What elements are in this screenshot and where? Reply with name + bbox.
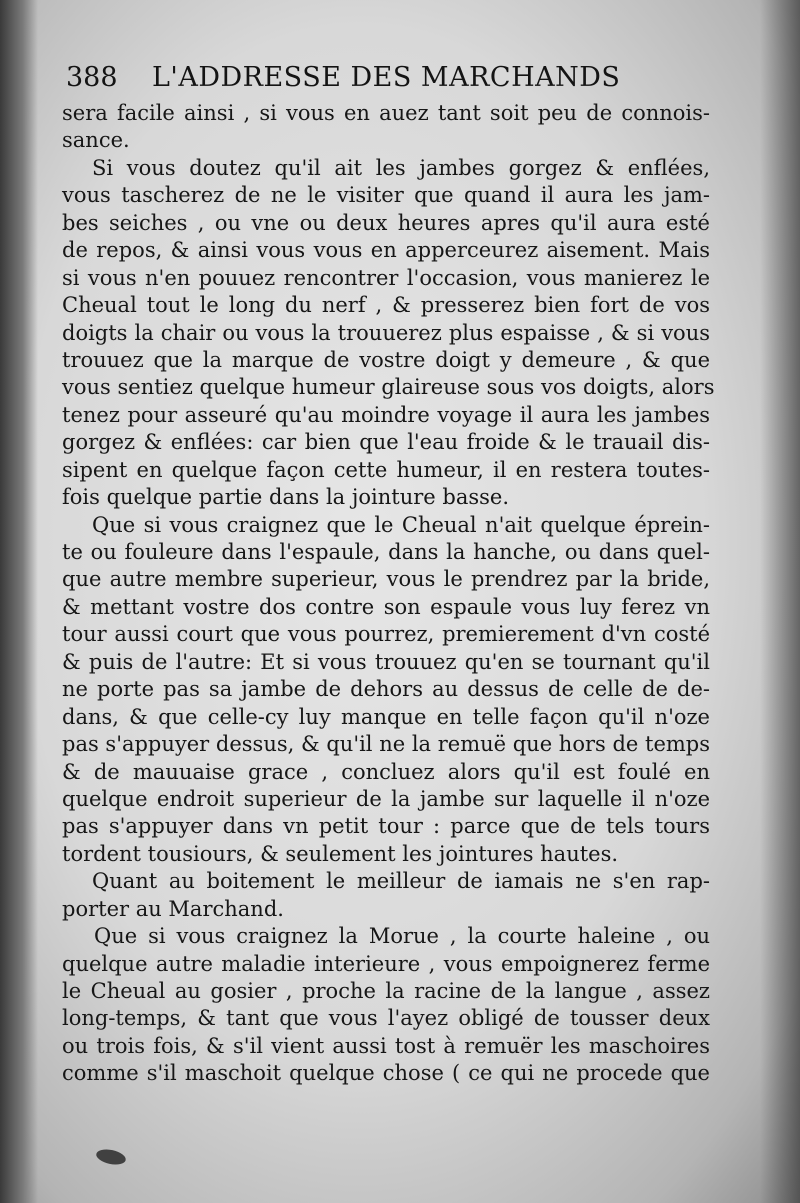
paragraph-first-line: Si vous doutez qu'il ait les jambes gorgez & enflées,	[92, 155, 710, 180]
page-number: 388	[66, 62, 118, 93]
text-line: tour aussi court que vous pourrez, premierement d'vn costé	[62, 622, 710, 647]
text-line: pas s'appuyer dans vn petit tour : parce que de tels tours	[62, 814, 710, 839]
text-line: comme s'il maschoit quelque chose ( ce qui ne procede que	[62, 1061, 710, 1086]
paragraph-first-line: Quant au boitement le meilleur de iamais ne s'en rap-	[92, 869, 710, 894]
text-line: & de mauuaise grace , concluez alors qu'il est foulé en	[62, 759, 710, 784]
text-line: doigts la chair ou vous la trouuerez plus espaisse , & si vous	[62, 320, 710, 345]
text-line: trouuez que la marque de vostre doigt y demeure , & que	[62, 347, 710, 372]
ink-smudge	[95, 1147, 127, 1167]
text-line: tordent tousiours, & seulement les jointures hautes.	[62, 841, 619, 866]
text-line: que autre membre superieur, vous le prendrez par la bride,	[62, 567, 710, 592]
text-line: de repos, & ainsi vous vous en apperceurez aisement. Mais	[62, 238, 710, 263]
text-line: vous sentiez quelque humeur glaireuse sous vos doigts, alors	[62, 375, 715, 400]
text-line: & mettant vostre dos contre son espaule vous luy ferez vn	[62, 594, 710, 619]
text-line: ou trois fois, & s'il vient aussi tost à remuër les maschoires	[62, 1033, 710, 1058]
text-line: si vous n'en pouuez rencontrer l'occasion, vous manierez le	[62, 265, 710, 290]
text-line: quelque endroit superieur de la jambe sur laquelle il n'oze	[62, 786, 710, 811]
text-line: gorgez & enflées: car bien que l'eau froide & le trauail dis-	[62, 430, 710, 455]
text-line: long-temps, & tant que vous l'ayez obligé de tousser deux	[62, 1006, 710, 1031]
text-line: fois quelque partie dans la jointure basse.	[62, 485, 509, 510]
text-line: sipent en quelque façon cette humeur, il en restera toutes-	[62, 457, 710, 482]
book-spine-shadow	[0, 0, 38, 1203]
text-line: vous tascherez de ne le visiter que quand il aura les jam-	[62, 183, 710, 208]
text-line: le Cheual au gosier , proche la racine de la langue , assez	[62, 979, 710, 1003]
text-line: dans, & que celle-cy luy manque en telle façon qu'il n'oze	[62, 704, 710, 729]
running-head: L'ADDRESSE DES MARCHANDS	[152, 62, 621, 93]
body-text	[62, 100, 715, 1088]
page-header	[66, 58, 666, 98]
text-line: quelque autre maladie interieure , vous empoignerez ferme	[62, 951, 710, 976]
text-line: sance.	[62, 128, 130, 153]
text-line: Cheual tout le long du nerf , & presserez bien fort de vos	[62, 293, 710, 318]
text-line: sera facile ainsi , si vous en auez tant soit peu de connois-	[62, 101, 710, 125]
paragraph-first-line: Que si vous craignez que le Cheual n'ait quelque éprein-	[92, 512, 710, 537]
text-line: bes seiches , ou vne ou deux heures apres qu'il aura esté	[62, 210, 710, 235]
paragraph-first-line: Que si vous craignez la Morue , la courte haleine , ou	[94, 924, 710, 949]
text-line: tenez pour asseuré qu'au moindre voyage il aura les jambes	[62, 402, 710, 427]
text-line: te ou fouleure dans l'espaule, dans la hanche, ou dans quel-	[62, 540, 710, 564]
page-edge-shadow	[760, 0, 800, 1203]
text-line: porter au Marchand.	[62, 896, 284, 921]
text-line: ne porte pas sa jambe de dehors au dessus de celle de de-	[62, 677, 710, 702]
text-line: & puis de l'autre: Et si vous trouuez qu'en se tournant qu'il	[62, 649, 710, 674]
text-line: pas s'appuyer dessus, & qu'il ne la remuë que hors de temps	[62, 732, 711, 757]
